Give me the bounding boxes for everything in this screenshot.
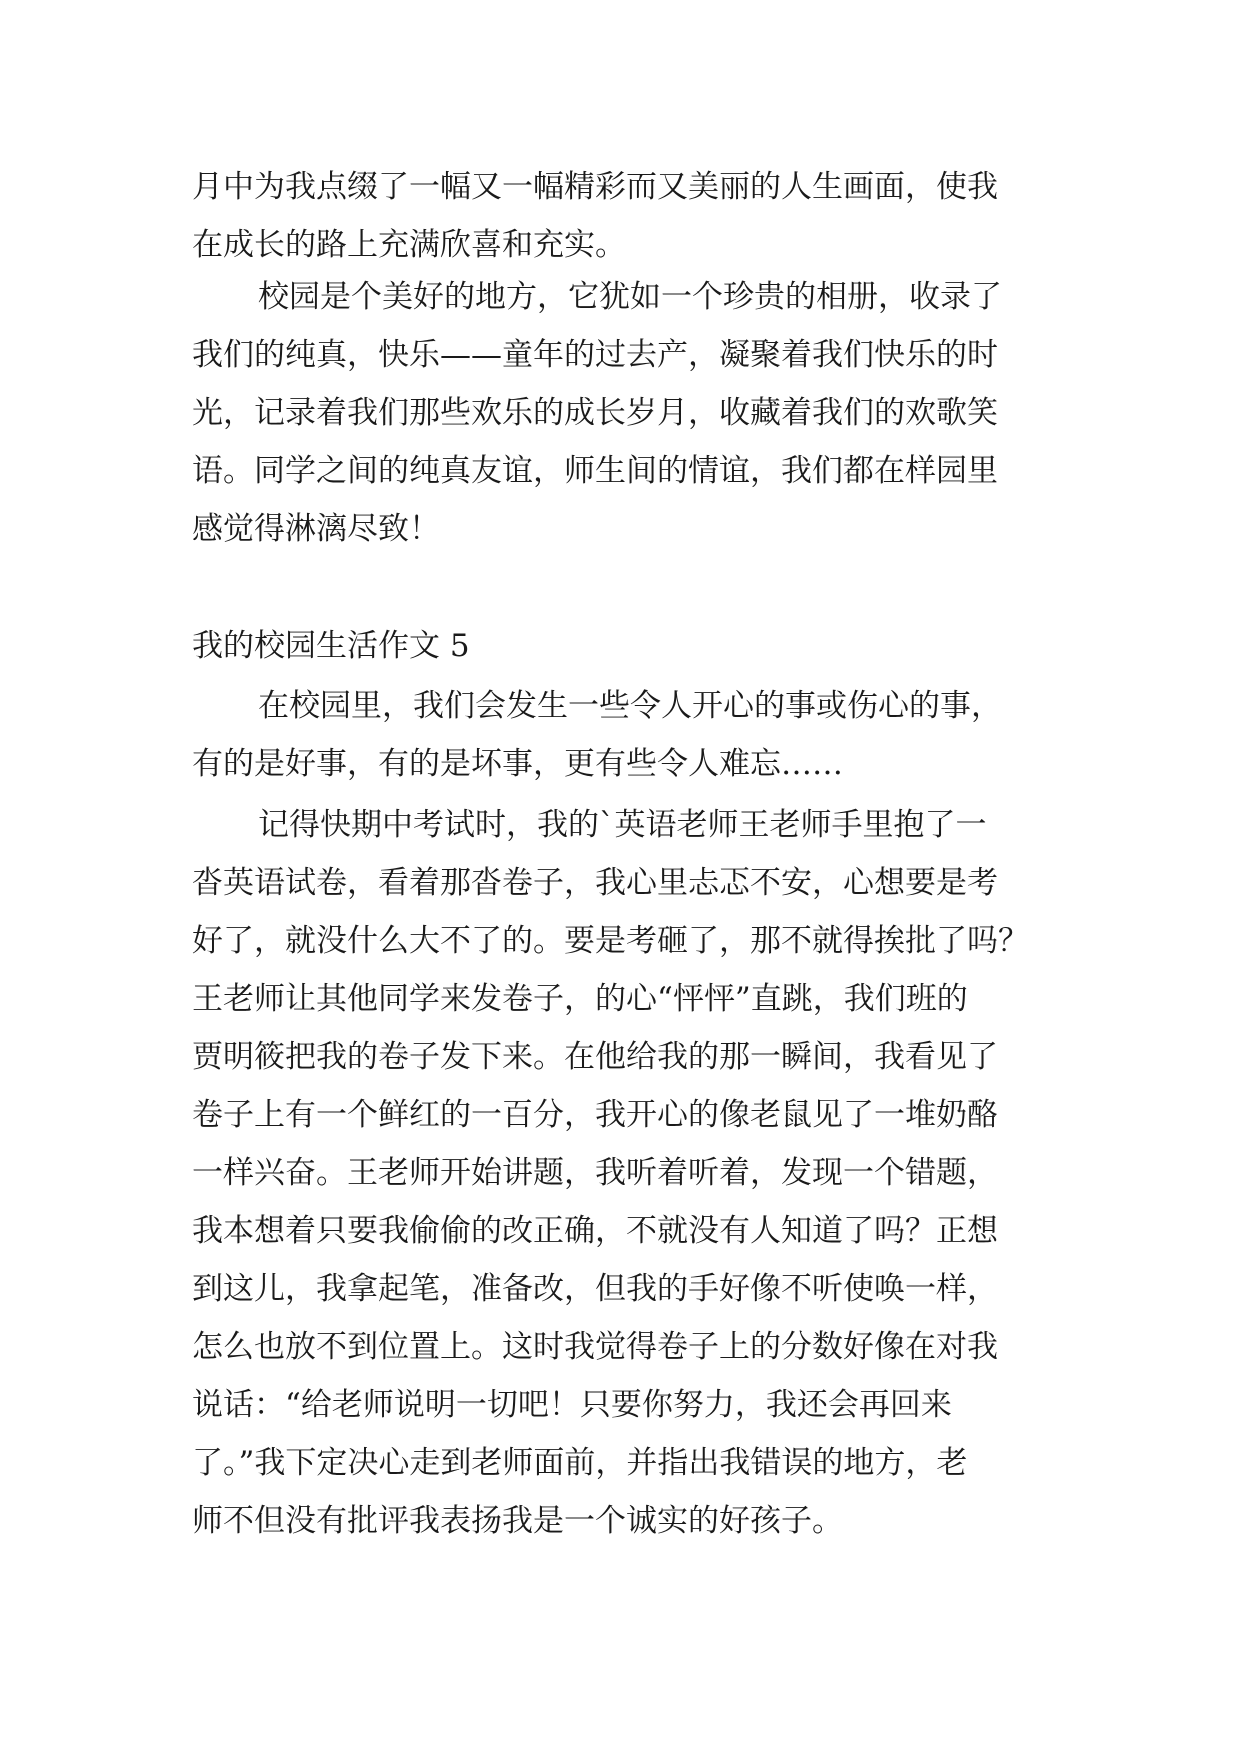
text-line: 记得快期中考试时，我的`英语老师王老师手里抱了一 (258, 807, 987, 843)
text-line: 到这儿，我拿起笔，准备改，但我的手好像不听使唤一样， (192, 1271, 998, 1307)
text-line: 感觉得淋漓尽致！ (192, 511, 440, 547)
text-line: 沓英语试卷，看着那沓卷子，我心里忐忑不安，心想要是考 (192, 865, 998, 901)
paragraph-intro (192, 677, 1052, 793)
text-line: 语。同学之间的纯真友谊，师生间的情谊，我们都在样园里 (192, 453, 998, 489)
text-line: 在校园里，我们会发生一些令人开心的事或伤心的事， (258, 688, 1002, 724)
text-line: 了。”我下定决心走到老师面前，并指出我错误的地方，老 (192, 1445, 968, 1481)
text-line: 校园是个美好的地方，它犹如一个珍贵的相册，收录了 (258, 279, 1002, 315)
section-title-block (192, 617, 1052, 675)
text-line: 一样兴奋。王老师开始讲题，我听着听着，发现一个错题， (192, 1155, 998, 1191)
text-line: 王老师让其他同学来发卷子，的心“怦怦”直跳，我们班的 (192, 981, 968, 1017)
text-line: 有的是好事，有的是坏事，更有些令人难忘…… (192, 746, 843, 782)
text-line: 卷子上有一个鲜红的一百分，我开心的像老鼠见了一堆奶酪 (192, 1097, 998, 1133)
paragraph-campus (192, 268, 1052, 558)
text-line: 月中为我点缀了一幅又一幅精彩而又美丽的人生画面，使我 (192, 169, 998, 205)
text-line: 光，记录着我们那些欢乐的成长岁月，收藏着我们的欢歌笑 (192, 395, 998, 431)
text-line: 好了，就没什么大不了的。要是考砸了，那不就得挨批了吗？ (192, 923, 1029, 959)
section-title: 我的校园生活作文 5 (192, 628, 470, 664)
text-line: 在成长的路上充满欣喜和充实。 (192, 227, 626, 263)
paragraph-story (192, 796, 1052, 1550)
text-line: 怎么也放不到位置上。这时我觉得卷子上的分数好像在对我 (192, 1329, 998, 1365)
text-line: 我们的纯真，快乐——童年的过去产，凝聚着我们快乐的时 (192, 337, 998, 373)
text-line: 贾明筱把我的卷子发下来。在他给我的那一瞬间，我看见了 (192, 1039, 998, 1075)
text-line: 师不但没有批评我表扬我是一个诚实的好孩子。 (192, 1503, 843, 1539)
text-line: 我本想着只要我偷偷的改正确，不就没有人知道了吗？正想 (192, 1213, 998, 1249)
paragraph-continuation (192, 158, 1052, 274)
text-line: 说话：“给老师说明一切吧！只要你努力，我还会再回来 (192, 1387, 952, 1423)
